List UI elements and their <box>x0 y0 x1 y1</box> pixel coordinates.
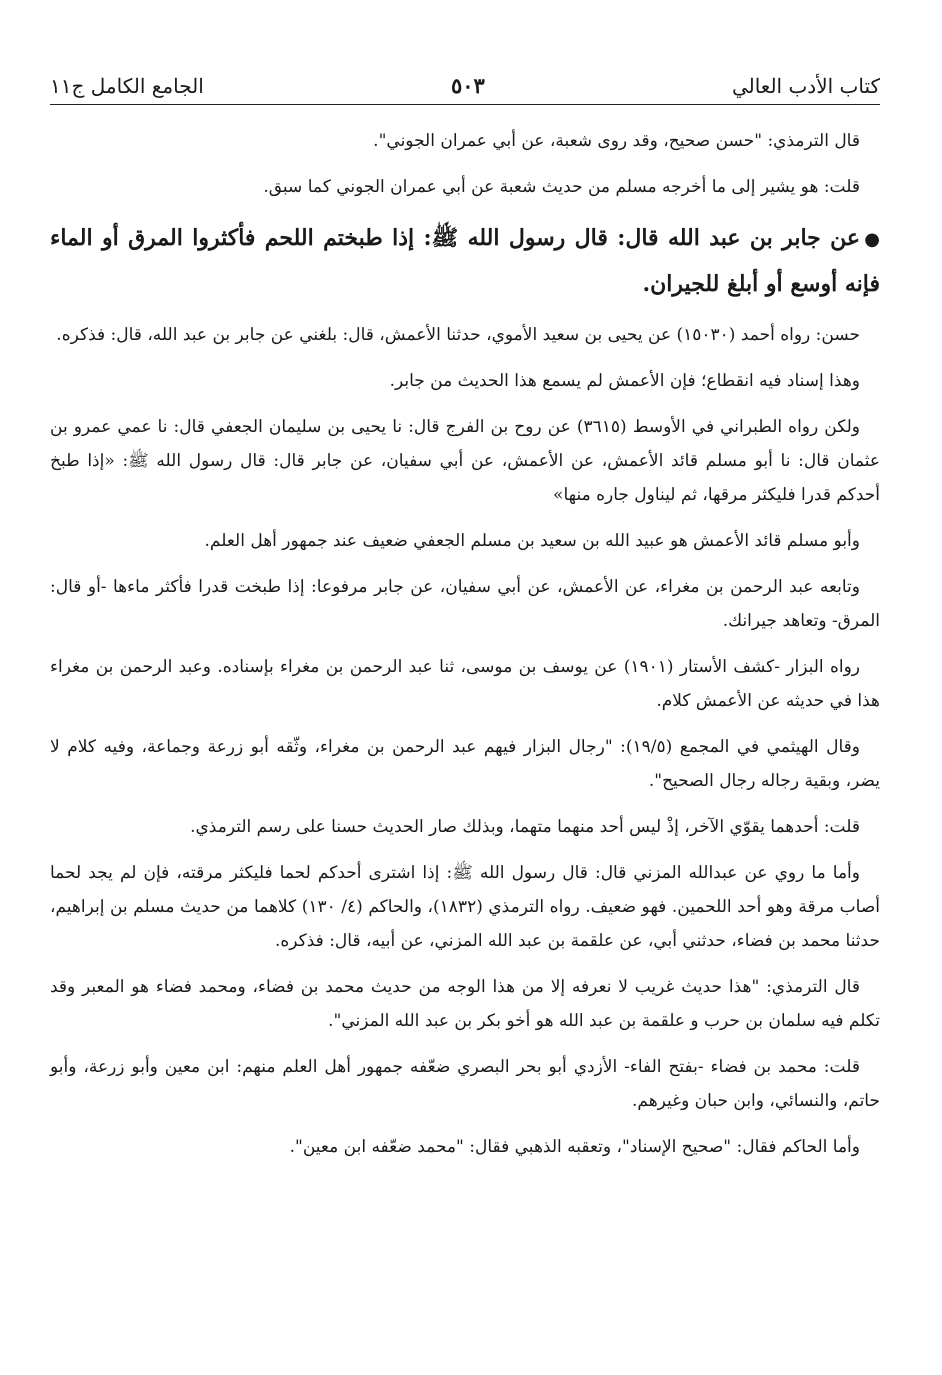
paragraph: وقال الهيثمي في المجمع (١٩/٥): "رجال البزار فيهم عبد الرحمن بن مغراء، وثّقه أبو زرعة وجماعة، وفيه كلام لا يضر، وبقية رجاله رجال الصحيح". <box>50 737 880 791</box>
paragraph: وأما الحاكم فقال: "صحيح الإسناد"، وتعقبه الذهبي فقال: "محمد ضعّفه ابن معين". <box>289 1137 860 1157</box>
paragraph: ولكن رواه الطبراني في الأوسط (٣٦١٥) عن روح بن الفرج قال: نا يحيى بن سليمان الجعفي قال: نا عمي عمرو بن عثمان قال: نا أبو مسلم قائد الأعمش، عن الأعمش، عن أبي سفيان، عن جابر قال: قال رسول الله ﷺ: «إذا طبخ أحدكم قدرا فليكثر مرقها، ثم ليناول جاره منها» <box>50 417 880 505</box>
page-number: ٥٠٣ <box>450 73 485 98</box>
paragraph: وأما ما روي عن عبدالله المزني قال: قال رسول الله ﷺ: إذا اشترى أحدكم لحما فليكثر مرقته، فإن لم يجد لحما أصاب مرقة وهو أحد اللحمين. فهو ضعيف. رواه الترمذي (١٨٣٢)، والحاكم (٤/ ١٣٠) كلاهما من حديث مسلم بن إبراهيم، حدثنا محمد بن فضاء، حدثني أبي، عن علقمة بن عبد الله المزني، عن أبيه، قال: فذكره. <box>50 863 880 951</box>
paragraph: قلت: هو يشير إلى ما أخرجه مسلم من حديث شعبة عن أبي عمران الجوني كما سبق. <box>263 177 860 197</box>
paragraph: رواه البزار -كشف الأستار (١٩٠١) عن يوسف بن موسى، ثنا عبد الرحمن بن مغراء بإسناده. وعبد الرحمن بن مغراء هذا في حديثه عن الأعمش كلام. <box>50 657 880 711</box>
paragraph: قلت: أحدهما يقوّي الآخر، إذْ ليس أحد منهما متهما، وبذلك صار الحديث حسنا على رسم الترمذي. <box>190 817 860 837</box>
paragraph: وأبو مسلم قائد الأعمش هو عبيد الله بن سعيد بن مسلم الجعفي ضعيف عند جمهور أهل العلم. <box>204 531 860 551</box>
paragraph: قال الترمذي: "هذا حديث غريب لا نعرفه إلا من هذا الوجه من حديث محمد بن فضاء، ومحمد فضاء هو المعبر وقد تكلم فيه سلمان بن حرب و علقمة بن عبد الله هو أخو بكر بن عبد الله المزني". <box>50 977 880 1031</box>
paragraph: قال الترمذي: "حسن صحيح، وقد روى شعبة، عن أبي عمران الجوني". <box>373 131 860 151</box>
book-title: كتاب الأدب العالي <box>731 74 880 98</box>
page-header <box>50 58 880 105</box>
hadith-text <box>50 216 880 306</box>
hadith-body: عن جابر بن عبد الله قال: قال رسول الله ﷺ: إذا طبختم اللحم فأكثروا المرق أو الماء فإنه أوسع أو أبلغ للجيران. <box>50 225 880 297</box>
paragraph: وهذا إسناد فيه انقطاع؛ فإن الأعمش لم يسمع هذا الحديث من جابر. <box>389 371 860 391</box>
paragraph: حسن: رواه أحمد (١٥٠٣٠) عن يحيى بن سعيد الأموي، حدثنا الأعمش، قال: بلغني عن جابر بن عبد الله، قال: فذكره. <box>56 325 860 345</box>
bullet-icon: ● <box>864 229 880 250</box>
paragraph: وتابعه عبد الرحمن بن مغراء، عن الأعمش، عن أبي سفيان، عن جابر مرفوعا: إذا طبخت قدرا فأكثر ماءها -أو قال: المرق- وتعاهد جيرانك. <box>50 577 880 631</box>
page-body <box>50 124 880 1176</box>
volume-title: الجامع الكامل ج١١ <box>50 74 204 98</box>
paragraph: قلت: محمد بن فضاء -بفتح الفاء- الأزدي أبو بحر البصري ضعّفه جمهور أهل العلم منهم: ابن معين وأبو زرعة، وأبو حاتم، والنسائي، وابن حبان وغيرهم. <box>50 1057 880 1111</box>
